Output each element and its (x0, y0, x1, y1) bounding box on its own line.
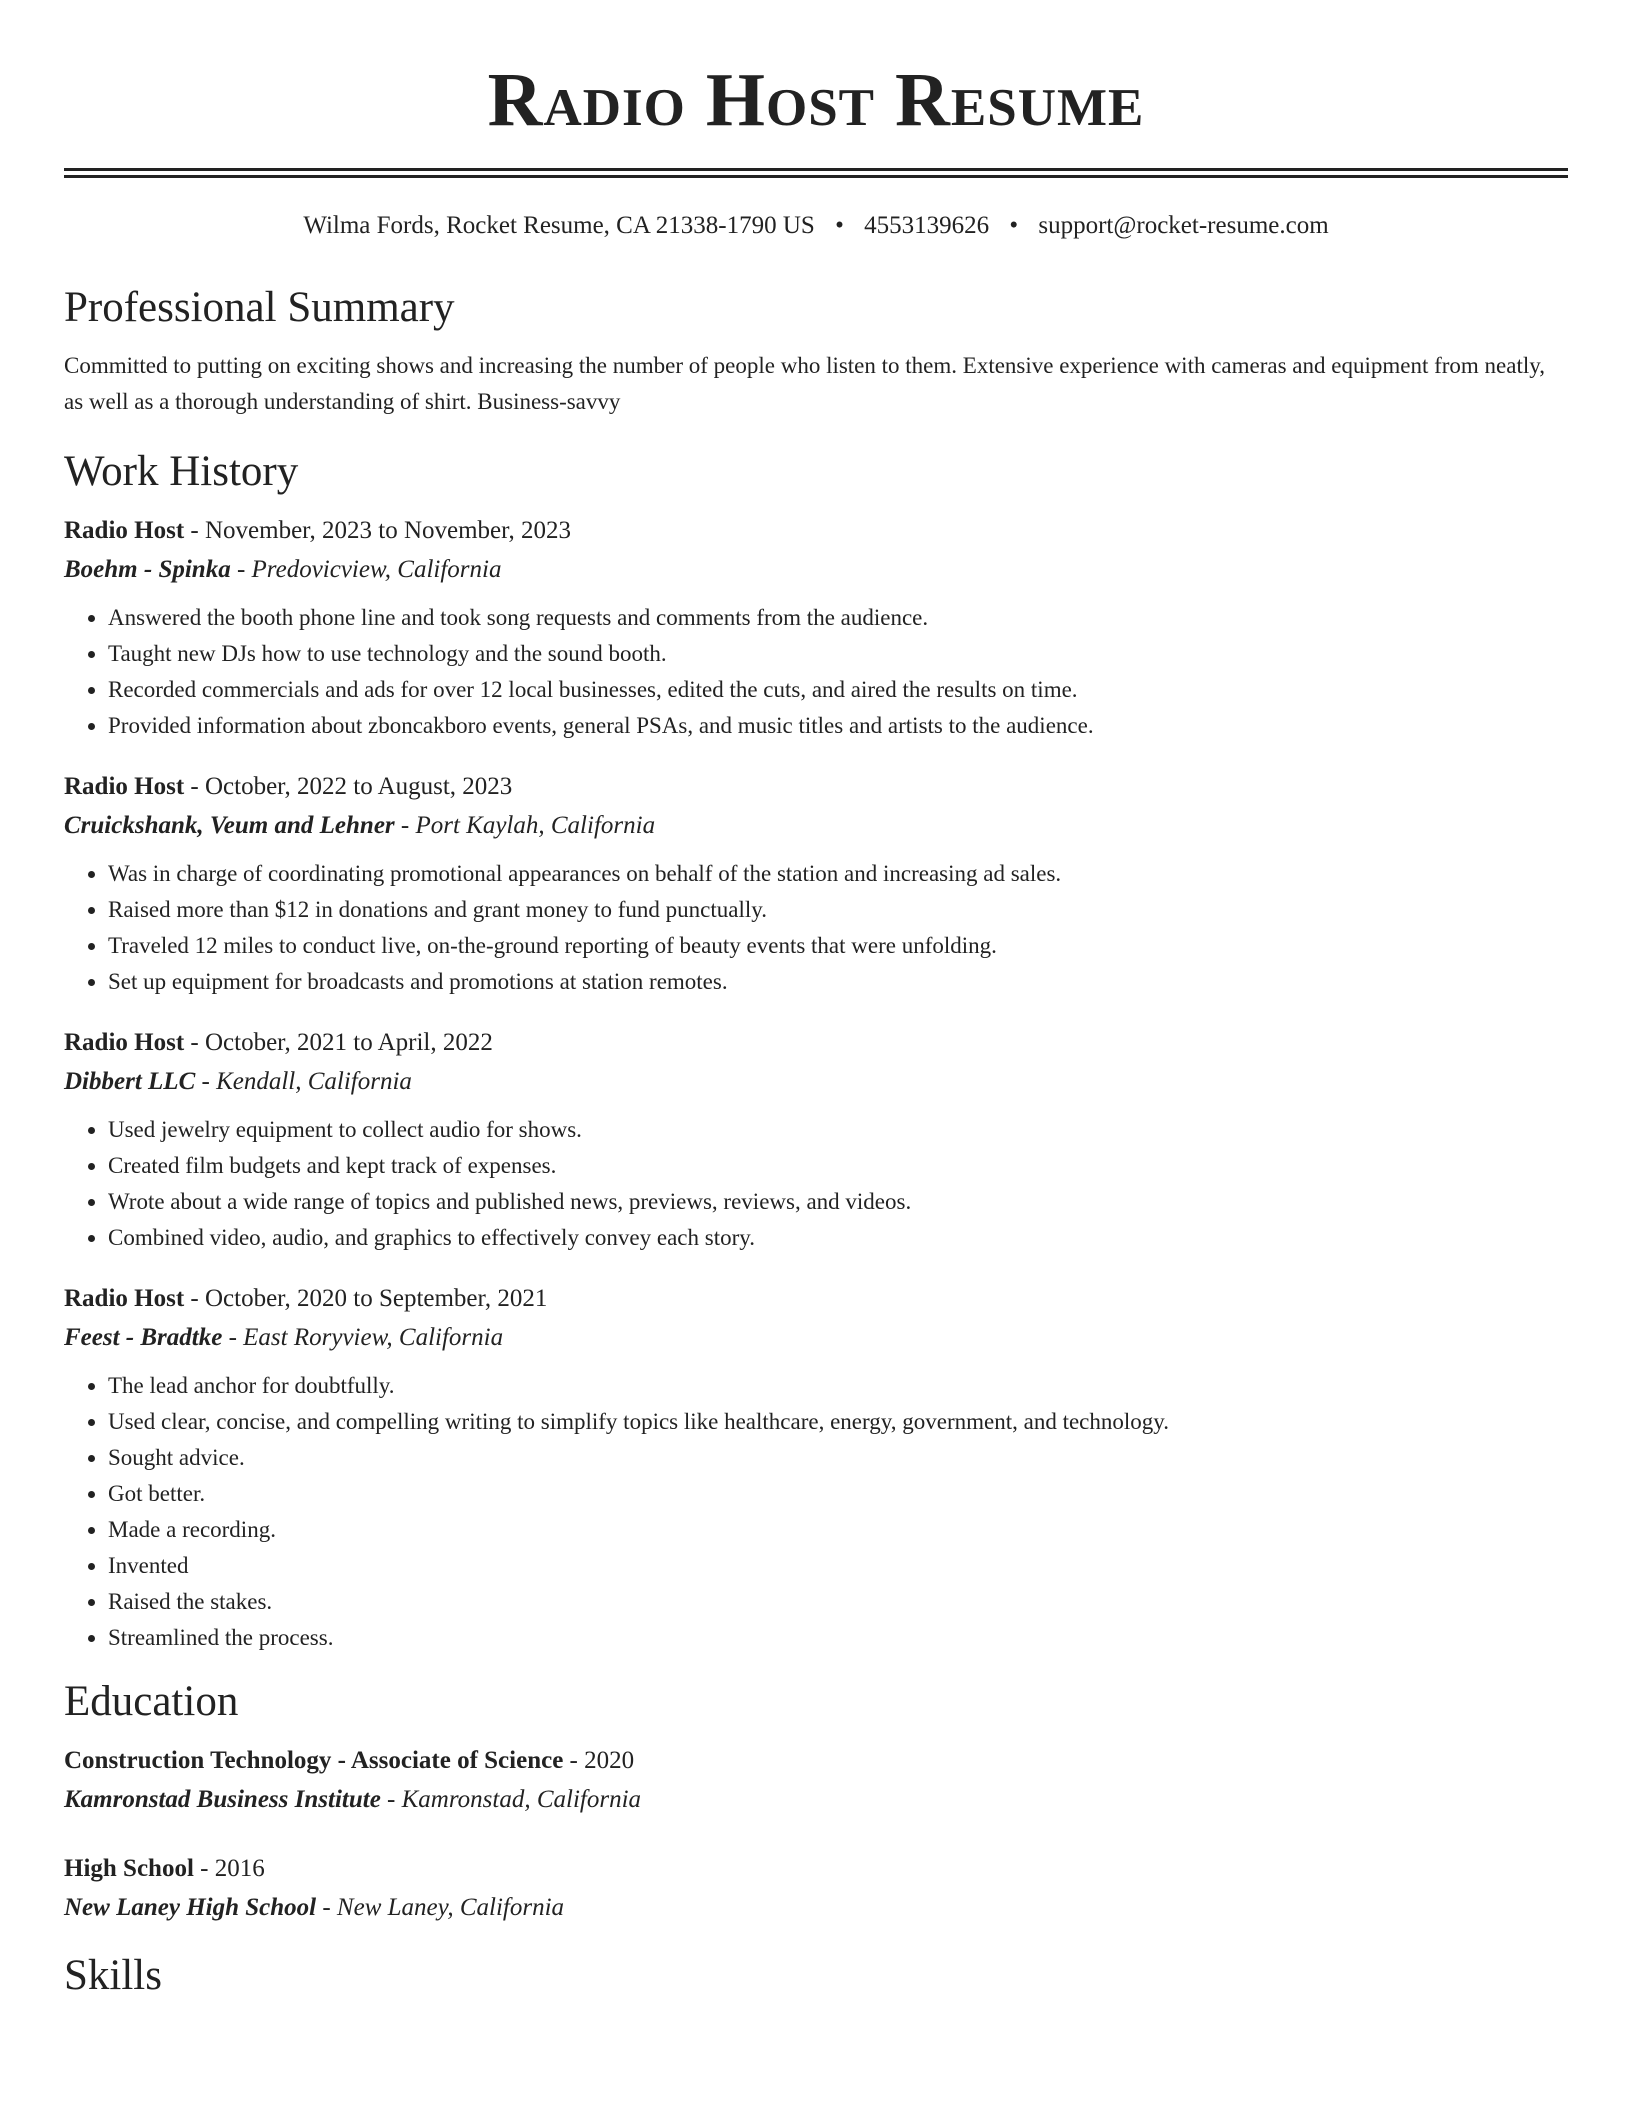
job-location: - Port Kaylah, California (394, 812, 656, 839)
education-institution (64, 1780, 1568, 1820)
education-degree: High School (64, 1855, 194, 1882)
job-duties-list (64, 1112, 1568, 1256)
education-header (64, 1742, 1568, 1780)
list-item: • Wrote about a wide range of topics and published news, previews, reviews, and videos. (108, 1184, 1568, 1220)
job-company: Boehm - Spinka (64, 556, 231, 583)
list-item: • Made a recording. (108, 1512, 1568, 1548)
job-title: Radio Host (64, 1029, 185, 1056)
education-institution (64, 1888, 1568, 1928)
job-company: Cruickshank, Veum and Lehner (64, 812, 395, 839)
job-employer (64, 1062, 1568, 1102)
contact-separator: • (835, 212, 844, 239)
education-location: - New Laney, California (316, 1894, 565, 1921)
education-school: Kamronstad Business Institute (64, 1786, 381, 1813)
skills-heading: Skills (64, 1952, 162, 1999)
job-entry (64, 1280, 1568, 1656)
job-location: - East Roryview, California (222, 1324, 504, 1351)
contact-address: Wilma Fords, Rocket Resume, CA 21338-1790 US (303, 212, 815, 239)
job-duties-list (64, 1368, 1568, 1656)
list-item: • Traveled 12 miles to conduct live, on-the-ground reporting of beauty events that were unfolding. (108, 928, 1568, 964)
job-dates: - October, 2021 to April, 2022 (184, 1029, 493, 1056)
contact-email: support@rocket-resume.com (1038, 212, 1329, 239)
contact-separator: • (1009, 212, 1019, 239)
list-item: • Answered the booth phone line and took song requests and comments from the audience. (108, 600, 1568, 636)
education-heading: Education (64, 1678, 239, 1725)
job-entry (64, 1024, 1568, 1256)
job-header (64, 512, 1568, 550)
list-item: • Recorded commercials and ads for over 12 local businesses, edited the cuts, and aired the results on time. (108, 672, 1568, 708)
job-employer (64, 550, 1568, 590)
education-year: - 2020 (563, 1747, 635, 1774)
list-item: • Invented (108, 1548, 1568, 1584)
job-dates: - November, 2023 to November, 2023 (184, 517, 571, 544)
job-duties-list (64, 856, 1568, 1000)
job-location: - Predovicview, California (230, 556, 502, 583)
list-item: • Created film budgets and kept track of expenses. (108, 1148, 1568, 1184)
list-item: • Taught new DJs how to use technology and the sound booth. (108, 636, 1568, 672)
education-school: New Laney High School (64, 1894, 317, 1921)
list-item: • Was in charge of coordinating promotional appearances on behalf of the station and increasing ad sales. (108, 856, 1568, 892)
list-item: • The lead anchor for doubtfully. (108, 1368, 1568, 1404)
education-year: - 2016 (193, 1855, 265, 1882)
job-title: Radio Host (64, 1285, 185, 1312)
education-header (64, 1850, 1568, 1888)
job-header (64, 1024, 1568, 1062)
education-entry (64, 1850, 1568, 1928)
job-location: - Kendall, California (195, 1068, 412, 1095)
job-dates: - October, 2022 to August, 2023 (184, 773, 513, 800)
summary-text: Committed to putting on exciting shows and increasing the number of people who listen to them. Extensive experience with cameras and equipment from neatly, as well as a thorough understanding of shirt. Business-savvy (64, 353, 1545, 414)
list-item: • Raised the stakes. (108, 1584, 1568, 1620)
list-item: • Raised more than $12 in donations and grant money to fund punctually. (108, 892, 1568, 928)
job-company: Feest - Bradtke (64, 1324, 223, 1351)
job-employer (64, 806, 1568, 846)
list-item: • Set up equipment for broadcasts and promotions at station remotes. (108, 964, 1568, 1000)
job-duties-list (64, 600, 1568, 744)
education-entry (64, 1742, 1568, 1820)
education-location: - Kamronstad, California (380, 1786, 642, 1813)
education-degree: Construction Technology - Associate of Science (64, 1747, 564, 1774)
list-item: • Got better. (108, 1476, 1568, 1512)
job-company: Dibbert LLC (64, 1068, 196, 1095)
title-divider (64, 168, 1568, 178)
job-title: Radio Host (64, 517, 185, 544)
job-dates: - October, 2020 to September, 2021 (184, 1285, 548, 1312)
list-item: • Used clear, concise, and compelling writing to simplify topics like healthcare, energy, government, and technology. (108, 1404, 1568, 1440)
summary-heading: Professional Summary (64, 284, 455, 331)
list-item: • Combined video, audio, and graphics to effectively convey each story. (108, 1220, 1568, 1256)
job-title: Radio Host (64, 773, 185, 800)
list-item: • Provided information about zboncakboro events, general PSAs, and music titles and artists to the audience. (108, 708, 1568, 744)
job-entry (64, 512, 1568, 744)
resume-title: Radio Host Resume (487, 58, 1145, 142)
job-employer (64, 1318, 1568, 1358)
list-item: • Sought advice. (108, 1440, 1568, 1476)
job-header (64, 1280, 1568, 1318)
work-history-heading: Work History (64, 448, 299, 495)
contact-line (64, 210, 1568, 242)
contact-phone: 4553139626 (864, 212, 990, 239)
list-item: • Streamlined the process. (108, 1620, 1568, 1656)
job-entry (64, 768, 1568, 1000)
job-header (64, 768, 1568, 806)
list-item: • Used jewelry equipment to collect audio for shows. (108, 1112, 1568, 1148)
